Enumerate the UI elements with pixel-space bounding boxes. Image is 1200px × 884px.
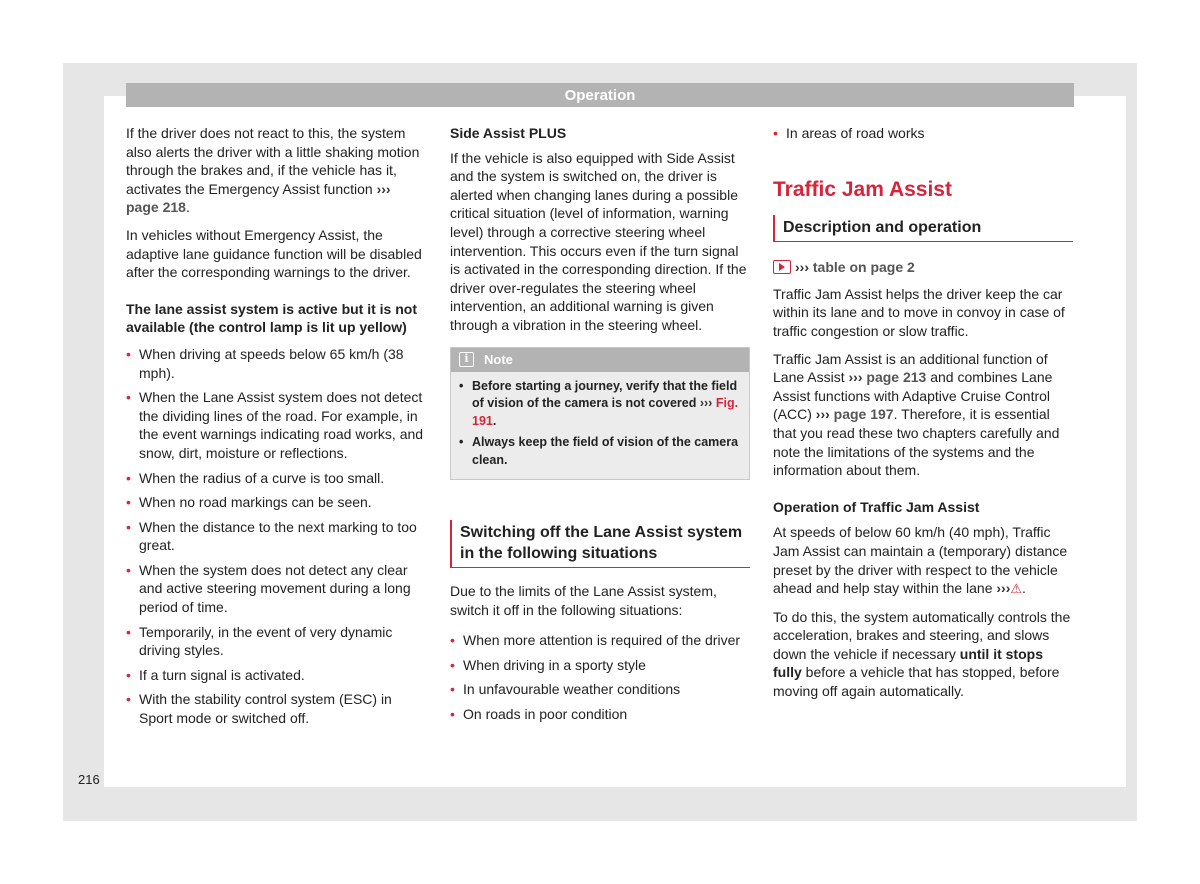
column-middle	[450, 124, 750, 730]
subheading: Side Assist PLUS	[450, 125, 567, 141]
subheading: Operation of Traffic Jam Assist	[773, 498, 980, 515]
list-item: • On roads in poor condition	[450, 705, 750, 724]
paragraph: At speeds of below 60 km/h (40 mph), Traffic Jam Assist can maintain a (temporary) distance preset by the driver with respect to the vehicle ahead and help stay within the lane ›››⚠.	[773, 523, 1073, 598]
page-link[interactable]: page 197	[833, 406, 894, 423]
bullet-list	[126, 345, 426, 728]
list-item: • When the Lane Assist system does not detect the dividing lines of the road. For example, in the event warnings indicating road works, and snow, dirt, moisture or reflections.	[126, 388, 426, 462]
note-body	[451, 372, 749, 480]
list-item: • In unfavourable weather conditions	[450, 680, 750, 699]
paragraph: In vehicles without Emergency Assist, the adaptive lane guidance function will be disabled after the corresponding warnings to the driver.	[126, 226, 422, 281]
column-left	[126, 124, 426, 734]
section-heading: Description and operation	[773, 215, 1073, 242]
list-item: • When driving at speeds below 65 km/h (38 mph).	[126, 345, 426, 382]
list-item: • With the stability control system (ESC) in Sport mode or switched off.	[126, 690, 426, 727]
chapter-title: Traffic Jam Assist	[773, 177, 952, 201]
list-item: • When the radius of a curve is too small.	[126, 469, 426, 488]
list-item: • When driving in a sporty style	[450, 656, 750, 675]
list-item: • When the distance to the next marking to too great.	[126, 518, 426, 555]
paragraph: Traffic Jam Assist helps the driver keep the car within its lane and to move in convoy in case of traffic congestion or slow traffic.	[773, 285, 1065, 339]
list-item: • When the system does not detect any clear and active steering movement during a long period of time.	[126, 561, 426, 617]
page-link[interactable]: page 213	[866, 369, 927, 386]
paragraph: Due to the limits of the Lane Assist system, switch it off in the following situations:	[450, 583, 717, 618]
figure-link[interactable]: Fig. 191	[472, 396, 739, 428]
list-item: • If a turn signal is activated.	[126, 666, 426, 685]
note-title: Note	[484, 351, 513, 367]
paragraph: If the driver does not react to this, the system also alerts the driver with a little shaking motion through the brakes and, if the vehicle has it, activates the Emergency Assist function ››› page 218.	[126, 125, 420, 216]
chevron-icon: ›››	[376, 180, 391, 197]
list-item: • When no road markings can be seen.	[126, 493, 426, 512]
list-item: • When more attention is required of the driver	[450, 631, 750, 650]
chevron-icon: ›››	[795, 259, 809, 276]
chevron-icon: ›››	[848, 369, 863, 386]
page-link[interactable]: page 218	[126, 199, 186, 216]
chevron-icon: ›››	[699, 396, 713, 411]
list-item: • In areas of road works	[773, 124, 1073, 143]
warning-icon[interactable]: ⚠	[1010, 581, 1023, 597]
table-reference	[773, 258, 1073, 277]
paragraph: Traffic Jam Assist is an additional function of Lane Assist ››› page 213 and combines Lane Assist functions with Adaptive Cruise Control (ACC) ››› page 197. Therefore, it is essential that you read these two chapters carefully and note the limitations of the systems and the information about them.	[773, 350, 1060, 479]
column-right	[773, 124, 1073, 710]
chevron-icon: ›››	[815, 406, 830, 423]
list-item: • Temporarily, in the event of very dynamic driving styles.	[126, 623, 426, 660]
video-icon	[773, 260, 791, 274]
list-item: • Always keep the field of vision of the camera clean.	[459, 434, 741, 469]
note-header	[451, 348, 749, 372]
chevron-icon: ›››	[996, 580, 1011, 597]
table-link[interactable]: table on page 2	[812, 259, 915, 276]
page-header: Operation	[126, 83, 1074, 107]
section-heading: Switching off the Lane Assist system in the following situations	[450, 520, 750, 568]
list-item: • Before starting a journey, verify that the field of vision of the camera is not covered ››› Fig. 191.	[459, 378, 741, 431]
subheading: The lane assist system is active but it is not available (the control lamp is lit up yellow)	[126, 300, 417, 336]
info-icon: i	[459, 352, 474, 367]
page-number: 216	[78, 772, 100, 787]
bullet-list	[450, 631, 750, 723]
note-box	[450, 347, 750, 481]
paragraph: To do this, the system automatically controls the acceleration, brakes and steering, and slows down the vehicle if necessary until it stops fully before a vehicle that has stopped, before moving off again automatically.	[773, 608, 1071, 700]
paragraph: If the vehicle is also equipped with Side Assist and the system is switched on, the driver is alerted when changing lanes during a possible critical situation (level of information, warning level) through a corrective steering wheel intervention. This occurs even if the turn signal is activated in the corresponding direction. If the driver over-regulates the steering wheel intervention, an additional warning is given through a vibration in the steering wheel.	[450, 149, 747, 333]
